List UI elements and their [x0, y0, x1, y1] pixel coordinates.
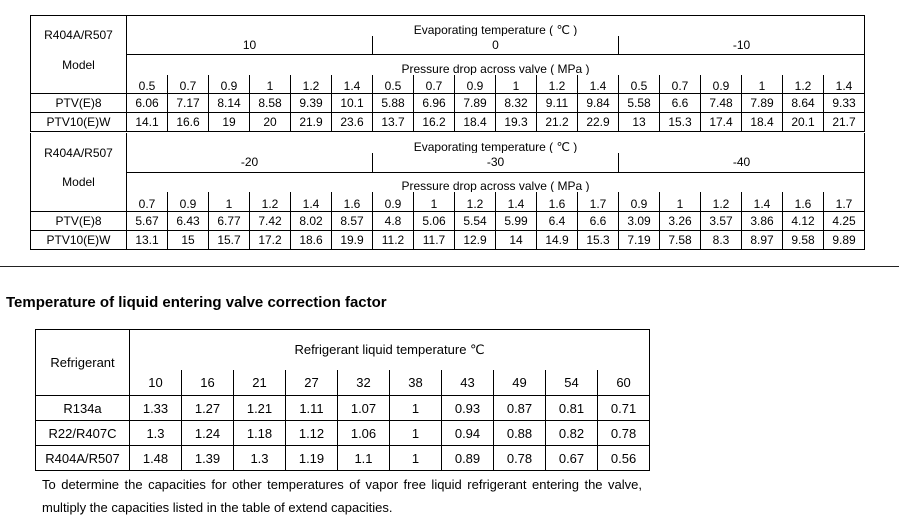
- table-row: [31, 230, 865, 249]
- capacity-value: 20: [250, 113, 291, 132]
- pressure-value: 0.7: [660, 75, 701, 94]
- correction-factor-value: 1.3: [234, 446, 286, 471]
- refrigerant-name: R134a: [36, 396, 130, 421]
- capacity-value: 5.58: [619, 94, 660, 113]
- capacity-value: 9.84: [578, 94, 619, 113]
- capacity-value: 5.99: [496, 211, 537, 230]
- capacity-value: 15.3: [578, 230, 619, 249]
- correction-factor-value: 0.67: [546, 446, 598, 471]
- pressure-value: 1.7: [578, 192, 619, 211]
- evap-temp-value: 10: [127, 36, 373, 55]
- correction-note: To determine the capacities for other temperatures of vapor free liquid refrigerant entering the valve, multiply the capacities listed in the table of extend capacities.: [42, 477, 642, 515]
- capacity-value: 15.7: [209, 230, 250, 249]
- correction-factor-value: 1: [390, 396, 442, 421]
- capacity-value: 8.58: [250, 94, 291, 113]
- capacity-value: 3.26: [660, 211, 701, 230]
- correction-factor-value: 0.87: [494, 396, 546, 421]
- capacity-value: 5.06: [414, 211, 455, 230]
- capacity-value: 9.11: [537, 94, 578, 113]
- capacity-value: 3.86: [742, 211, 783, 230]
- pressure-value: 0.9: [168, 192, 209, 211]
- capacity-value: 6.77: [209, 211, 250, 230]
- capacity-value: 8.97: [742, 230, 783, 249]
- capacity-value: 17.4: [701, 113, 742, 132]
- correction-factor-value: 1.3: [130, 421, 182, 446]
- pressure-drop-label: Pressure drop across valve ( MPa ): [127, 172, 865, 192]
- correction-factor-value: 1: [390, 421, 442, 446]
- capacity-value: 19: [209, 113, 250, 132]
- pressure-value: 1.4: [496, 192, 537, 211]
- correction-factor-value: 1.06: [338, 421, 390, 446]
- capacity-value: 16.6: [168, 113, 209, 132]
- liquid-temp-value: 54: [546, 370, 598, 396]
- model-line2: Model: [31, 172, 127, 211]
- model-name: PTV(E)8: [31, 211, 127, 230]
- capacity-value: 6.43: [168, 211, 209, 230]
- capacity-value: 17.2: [250, 230, 291, 249]
- capacity-value: 14.1: [127, 113, 168, 132]
- correction-factor-value: 0.89: [442, 446, 494, 471]
- pressure-value: 0.5: [127, 75, 168, 94]
- pressure-value: 0.7: [168, 75, 209, 94]
- capacity-value: 19.3: [496, 113, 537, 132]
- pressure-value: 1.4: [332, 75, 373, 94]
- liquid-temp-value: 49: [494, 370, 546, 396]
- capacity-value: 4.8: [373, 211, 414, 230]
- capacity-value: 8.57: [332, 211, 373, 230]
- pressure-value: 1.4: [742, 192, 783, 211]
- capacity-value: 21.7: [824, 113, 865, 132]
- pressure-value: 0.7: [127, 192, 168, 211]
- extended-capacity-table-1: [30, 15, 865, 132]
- capacity-value: 7.42: [250, 211, 291, 230]
- capacity-value: 19.9: [332, 230, 373, 249]
- correction-factor-value: 1.24: [182, 421, 234, 446]
- capacity-value: 4.25: [824, 211, 865, 230]
- evap-temp-value: -10: [619, 36, 865, 55]
- pressure-value: 1.2: [455, 192, 496, 211]
- capacity-value: 6.4: [537, 211, 578, 230]
- pressure-value: 0.9: [619, 192, 660, 211]
- pressure-value: 0.9: [373, 192, 414, 211]
- capacity-value: 7.17: [168, 94, 209, 113]
- capacity-value: 13.7: [373, 113, 414, 132]
- correction-factor-value: 1: [390, 446, 442, 471]
- capacity-value: 3.09: [619, 211, 660, 230]
- pressure-value: 1.2: [291, 75, 332, 94]
- capacity-value: 6.96: [414, 94, 455, 113]
- pressure-value: 1: [250, 75, 291, 94]
- liquid-temp-value: 32: [338, 370, 390, 396]
- capacity-value: 7.48: [701, 94, 742, 113]
- capacity-value: 7.89: [455, 94, 496, 113]
- pressure-value: 0.9: [455, 75, 496, 94]
- capacity-value: 5.54: [455, 211, 496, 230]
- model-line1: R404A/R507: [31, 133, 127, 172]
- pressure-value: 0.5: [619, 75, 660, 94]
- table-row: [31, 94, 865, 113]
- model-line1: R404A/R507: [31, 16, 127, 55]
- capacity-value: 9.39: [291, 94, 332, 113]
- correction-factor-value: 0.81: [546, 396, 598, 421]
- correction-factor-value: 0.93: [442, 396, 494, 421]
- capacity-value: 12.9: [455, 230, 496, 249]
- pressure-value: 1.4: [578, 75, 619, 94]
- capacity-value: 18.6: [291, 230, 332, 249]
- evap-temp-label: Evaporating temperature ( ℃ ): [127, 16, 865, 36]
- pressure-value: 1: [209, 192, 250, 211]
- correction-factor-value: 0.78: [598, 421, 650, 446]
- pressure-value: 0.5: [373, 75, 414, 94]
- capacity-value: 8.32: [496, 94, 537, 113]
- liquid-temp-value: 38: [390, 370, 442, 396]
- pressure-value: 0.7: [414, 75, 455, 94]
- liquid-temp-value: 16: [182, 370, 234, 396]
- capacity-value: 8.64: [783, 94, 824, 113]
- refrigerant-name: R22/R407C: [36, 421, 130, 446]
- evap-temp-value: -20: [127, 153, 373, 172]
- pressure-value: 1.4: [291, 192, 332, 211]
- capacity-value: 7.58: [660, 230, 701, 249]
- capacity-value: 4.12: [783, 211, 824, 230]
- section-divider: [0, 266, 899, 267]
- model-name: PTV(E)8: [31, 94, 127, 113]
- pressure-value: 1: [742, 75, 783, 94]
- correction-factor-value: 1.33: [130, 396, 182, 421]
- capacity-value: 15: [168, 230, 209, 249]
- correction-factor-value: 1.27: [182, 396, 234, 421]
- pressure-drop-label: Pressure drop across valve ( MPa ): [127, 55, 865, 75]
- capacity-value: 14: [496, 230, 537, 249]
- capacity-value: 3.57: [701, 211, 742, 230]
- pressure-value: 1.4: [824, 75, 865, 94]
- correction-factor-value: 1.48: [130, 446, 182, 471]
- liquid-temp-label: Refrigerant liquid temperature ℃: [130, 330, 650, 370]
- correction-factor-value: 1.18: [234, 421, 286, 446]
- correction-factor-value: 0.78: [494, 446, 546, 471]
- capacity-value: 7.19: [619, 230, 660, 249]
- table-row: [36, 421, 650, 446]
- pressure-value: 0.9: [209, 75, 250, 94]
- capacity-value: 21.2: [537, 113, 578, 132]
- capacity-value: 14.9: [537, 230, 578, 249]
- evap-temp-label: Evaporating temperature ( ℃ ): [127, 133, 865, 153]
- capacity-value: 15.3: [660, 113, 701, 132]
- correction-factor-value: 0.56: [598, 446, 650, 471]
- capacity-value: 5.67: [127, 211, 168, 230]
- pressure-value: 1.2: [537, 75, 578, 94]
- evap-temp-value: -30: [373, 153, 619, 172]
- capacity-value: 8.3: [701, 230, 742, 249]
- capacity-value: 16.2: [414, 113, 455, 132]
- refrigerant-label: Refrigerant: [36, 330, 130, 396]
- correction-factor-value: 0.82: [546, 421, 598, 446]
- pressure-value: 1: [496, 75, 537, 94]
- capacity-value: 8.14: [209, 94, 250, 113]
- capacity-value: 21.9: [291, 113, 332, 132]
- correction-factor-value: 1.21: [234, 396, 286, 421]
- capacity-value: 18.4: [742, 113, 783, 132]
- correction-factor-value: 1.12: [286, 421, 338, 446]
- table-row: [31, 211, 865, 230]
- pressure-value: 1.6: [783, 192, 824, 211]
- pressure-value: 1: [414, 192, 455, 211]
- correction-factor-value: 0.94: [442, 421, 494, 446]
- pressure-value: 1.6: [537, 192, 578, 211]
- table-row: [31, 113, 865, 132]
- capacity-value: 11.7: [414, 230, 455, 249]
- capacity-value: 9.58: [783, 230, 824, 249]
- capacity-value: 23.6: [332, 113, 373, 132]
- liquid-temp-value: 60: [598, 370, 650, 396]
- correction-factor-value: 1.07: [338, 396, 390, 421]
- correction-factor-value: 1.11: [286, 396, 338, 421]
- liquid-temp-value: 43: [442, 370, 494, 396]
- pressure-value: 1.7: [824, 192, 865, 211]
- correction-factor-value: 1.39: [182, 446, 234, 471]
- table-row: [36, 446, 650, 471]
- liquid-temp-value: 27: [286, 370, 338, 396]
- capacity-value: 22.9: [578, 113, 619, 132]
- correction-factor-value: 1.19: [286, 446, 338, 471]
- capacity-value: 9.89: [824, 230, 865, 249]
- correction-factor-table: [35, 329, 650, 471]
- capacity-value: 7.89: [742, 94, 783, 113]
- table-row: [36, 396, 650, 421]
- pressure-value: 1.6: [332, 192, 373, 211]
- capacity-value: 20.1: [783, 113, 824, 132]
- capacity-value: 13.1: [127, 230, 168, 249]
- capacity-value: 6.6: [660, 94, 701, 113]
- capacity-value: 6.06: [127, 94, 168, 113]
- correction-factor-value: 0.71: [598, 396, 650, 421]
- model-name: PTV10(E)W: [31, 230, 127, 249]
- pressure-value: 1: [660, 192, 701, 211]
- capacity-value: 10.1: [332, 94, 373, 113]
- pressure-value: 1.2: [250, 192, 291, 211]
- capacity-value: 5.88: [373, 94, 414, 113]
- capacity-value: 11.2: [373, 230, 414, 249]
- model-name: PTV10(E)W: [31, 113, 127, 132]
- section-heading: Temperature of liquid entering valve correction factor: [6, 294, 387, 311]
- model-line2: Model: [31, 55, 127, 94]
- capacity-value: 6.6: [578, 211, 619, 230]
- refrigerant-name: R404A/R507: [36, 446, 130, 471]
- evap-temp-value: 0: [373, 36, 619, 55]
- liquid-temp-value: 10: [130, 370, 182, 396]
- capacity-value: 13: [619, 113, 660, 132]
- evap-temp-value: -40: [619, 153, 865, 172]
- extended-capacity-table-2: [30, 133, 865, 250]
- correction-factor-value: 0.88: [494, 421, 546, 446]
- pressure-value: 1.2: [701, 192, 742, 211]
- pressure-value: 0.9: [701, 75, 742, 94]
- capacity-value: 8.02: [291, 211, 332, 230]
- capacity-value: 18.4: [455, 113, 496, 132]
- pressure-value: 1.2: [783, 75, 824, 94]
- liquid-temp-value: 21: [234, 370, 286, 396]
- correction-factor-value: 1.1: [338, 446, 390, 471]
- capacity-value: 9.33: [824, 94, 865, 113]
